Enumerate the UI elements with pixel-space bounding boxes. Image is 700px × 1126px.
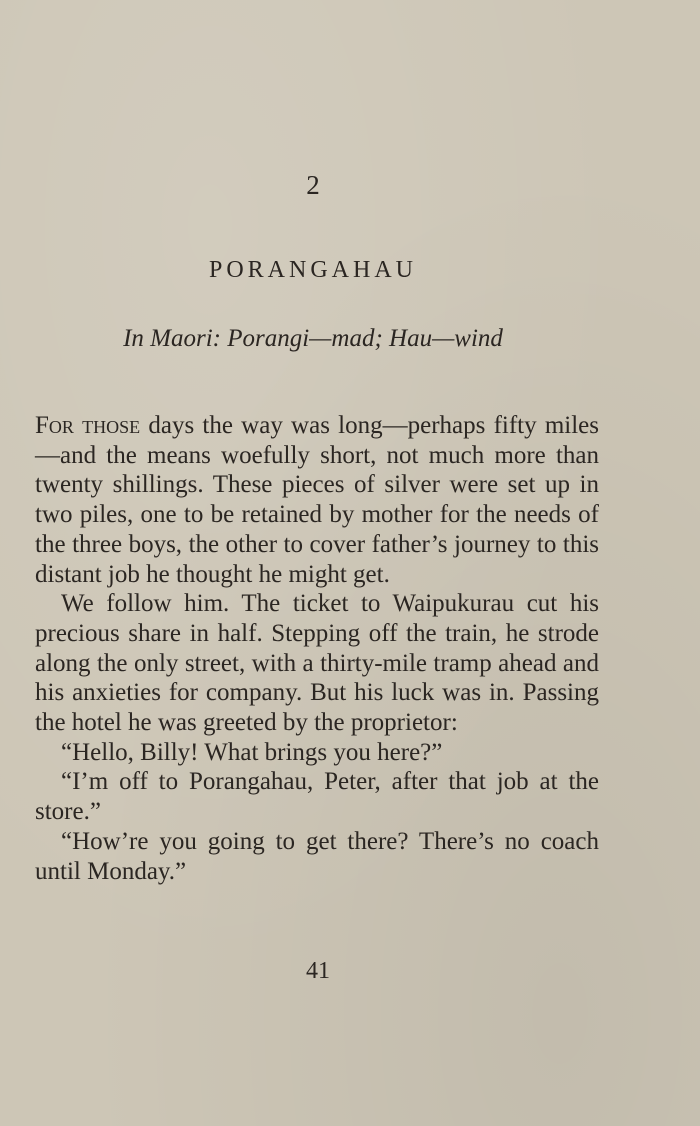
paragraph: [35, 411, 599, 589]
body-text: [35, 411, 599, 886]
page-number: 41: [306, 958, 330, 984]
paragraph-lead-in: For those: [35, 412, 141, 439]
paragraph: We follow him. The ticket to Waipukurau cut his precious share in half. Stepping off the train, he strode along the only street, with a thirty-mile tramp ahead and his anxieties for company. But his luck was in. Passing the hotel he was greeted by the proprietor:: [35, 590, 599, 737]
dialogue-paragraph: “I’m off to Porangahau, Peter, after that job at the store.”: [35, 768, 599, 826]
chapter-number: 2: [306, 170, 320, 200]
chapter-subtitle: In Maori: Porangi—mad; Hau—wind: [123, 325, 503, 352]
paragraph-text: days the way was long—perhaps fifty miles—and the means woefully short, not much more than twenty shillings. These pieces of silver were set up in two piles, one to be retained by mother for the needs of the three boys, the other to cover father’s journey to this distant job he thought he might get.: [35, 412, 599, 588]
dialogue-paragraph: “How’re you going to get there? There’s no coach until Monday.”: [35, 827, 599, 885]
dialogue-paragraph: “Hello, Billy! What brings you here?”: [61, 738, 443, 766]
chapter-title: PORANGAHAU: [208, 257, 417, 283]
